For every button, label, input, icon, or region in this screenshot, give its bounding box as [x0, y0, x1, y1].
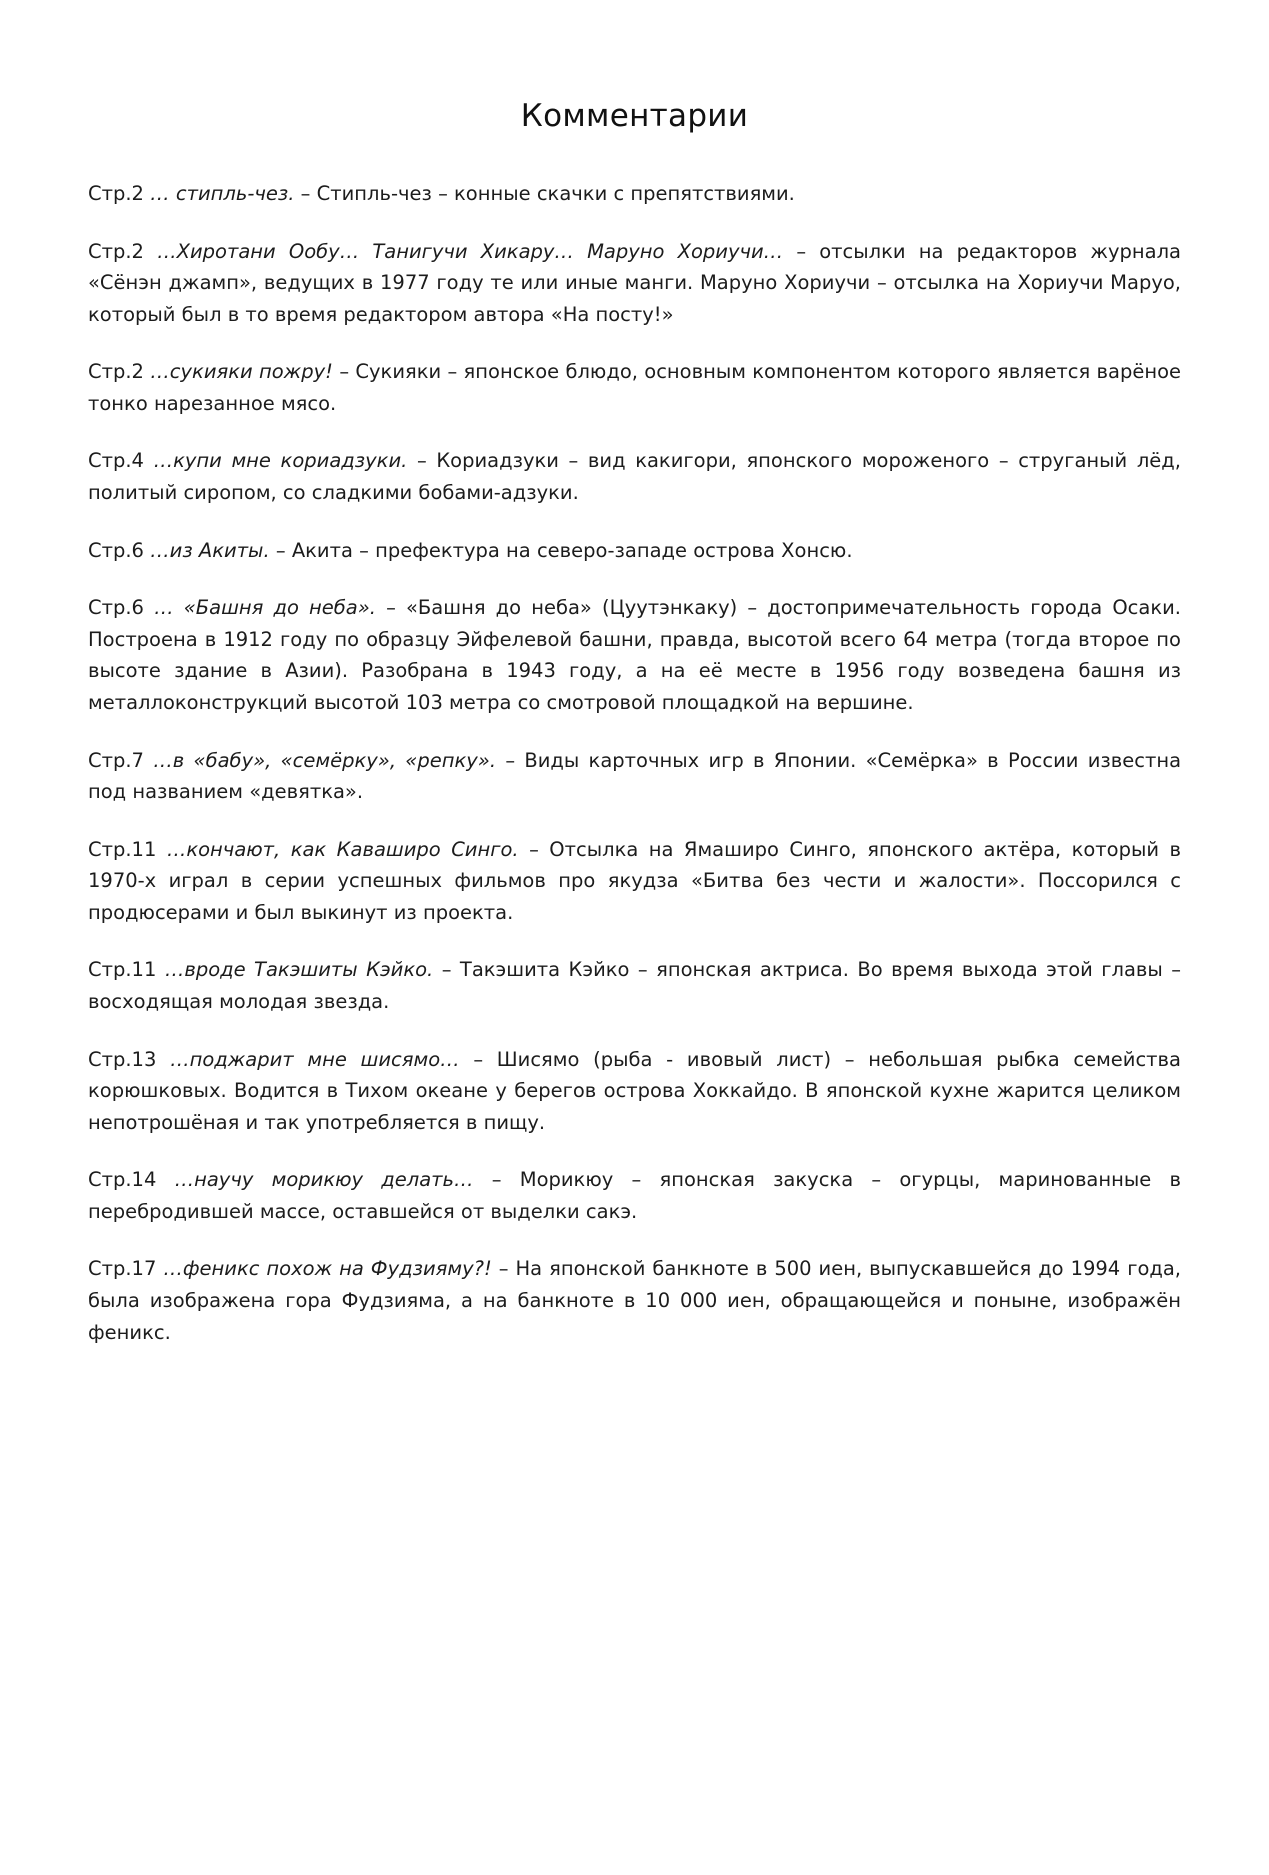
- note-quote: …феникс похож на Фудзияму?!: [163, 1257, 492, 1281]
- note-quote: …Хиротани Ообу… Танигучи Хикару… Маруно Хориучи…: [157, 239, 784, 263]
- note-body: – Шисямо (рыба - ивовый лист) – небольшая рыбка семейства корюшковых. Водится в Тихом океане у берегов острова Хоккайдо. В японской кухне жарится целиком непотрошёная и так употребляется в пищу.: [88, 1047, 1181, 1134]
- note-page-ref: Стр.6: [88, 596, 144, 620]
- note-item: [88, 1253, 1181, 1348]
- note-quote: …вроде Такэшиты Кэйко.: [164, 958, 434, 982]
- note-quote: … «Башня до неба».: [154, 596, 376, 620]
- note-body: – Акита – префектура на северо-западе острова Хонсю.: [269, 538, 853, 562]
- note-item: [88, 356, 1181, 419]
- page-title: Комментарии: [520, 98, 749, 134]
- note-body: – На японской банкноте в 500 иен, выпускавшейся до 1994 года, была изображена гора Фудзияма, а на банкноте в 10 000 иен, обращающейся и поныне, изображён феникс.: [88, 1257, 1182, 1344]
- note-quote: … стипль-чез.: [150, 182, 295, 205]
- note-item: [88, 445, 1181, 508]
- note-body: – Кориадзуки – вид какигори, японского мороженого – струганый лёд, политый сиропом, со сладкими бобами-адзуки.: [88, 449, 1181, 505]
- note-page-ref: Стр.7: [88, 748, 144, 772]
- note-page-ref: Стр.17: [88, 1257, 157, 1281]
- note-item: [88, 178, 1181, 210]
- note-quote: …научу морикюу делать…: [174, 1168, 474, 1192]
- note-body: – Такэшита Кэйко – японская актриса. Во время выхода этой главы – восходящая молодая звезда.: [88, 958, 1181, 1013]
- note-item: [88, 745, 1181, 808]
- note-item: [88, 1164, 1181, 1227]
- note-page-ref: Стр.2: [88, 360, 144, 384]
- note-page-ref: Стр.4: [88, 449, 144, 473]
- note-item: [88, 236, 1181, 331]
- note-quote: …поджарит мне шисямо…: [170, 1047, 460, 1071]
- note-page-ref: Стр.13: [88, 1047, 157, 1071]
- note-body: – Морикюу – японская закуска – огурцы, маринованные в перебродившей массе, оставшейся от выделки сакэ.: [88, 1168, 1181, 1223]
- note-item: [88, 535, 1181, 567]
- note-body: – Сукияки – японское блюдо, основным компонентом которого является варёное тонко нарезанное мясо.: [88, 360, 1182, 415]
- note-item: [88, 954, 1181, 1017]
- note-body: – отсылки на редакторов журнала «Сёнэн джамп», ведущих в 1977 году те или иные манги. Маруно Хориучи – отсылка на Хориучи Маруо, который был в то время редактором автора «На посту!»: [88, 239, 1181, 326]
- note-page-ref: Стр.2: [88, 182, 144, 205]
- note-page-ref: Стр.11: [88, 837, 157, 861]
- note-page-ref: Стр.2: [88, 239, 144, 263]
- note-page-ref: Стр.14: [88, 1168, 157, 1192]
- note-quote: …кончают, как Каваширо Синго.: [166, 837, 519, 861]
- note-body: – Виды карточных игр в Японии. «Семёрка» в России известна под названием «девятка».: [88, 748, 1182, 804]
- note-item: [88, 592, 1181, 718]
- note-page-ref: Стр.11: [88, 958, 157, 982]
- note-quote: …сукияки пожру!: [150, 360, 333, 384]
- notes-list: [88, 178, 1181, 1348]
- note-item: [88, 1044, 1181, 1139]
- note-body: – Стипль-чез – конные скачки с препятствиями.: [294, 182, 795, 205]
- note-quote: …из Акиты.: [150, 538, 270, 562]
- note-quote: …в «бабу», «семёрку», «репку».: [153, 748, 497, 772]
- note-quote: …купи мне кориадзуки.: [153, 449, 408, 473]
- note-body: – Отсылка на Ямаширо Синго, японского актёра, который в 1970-х играл в серии успешных фильмов про якудза «Битва без чести и жалости». Поссорился с продюсерами и был выкинут из проекта.: [88, 837, 1181, 924]
- note-body: – «Башня до неба» (Цуутэнкаку) – достопримечательность города Осаки. Построена в 1912 году по образцу Эйфелевой башни, правда, высотой всего 64 метра (тогда второе по высоте здание в Азии). Разобрана в 1943 году, а на её месте в 1956 году возведена башня из металлоконструкций высотой 103 метра со смотровой площадкой на вершине.: [88, 596, 1182, 714]
- note-item: [88, 834, 1181, 929]
- note-page-ref: Стр.6: [88, 538, 144, 562]
